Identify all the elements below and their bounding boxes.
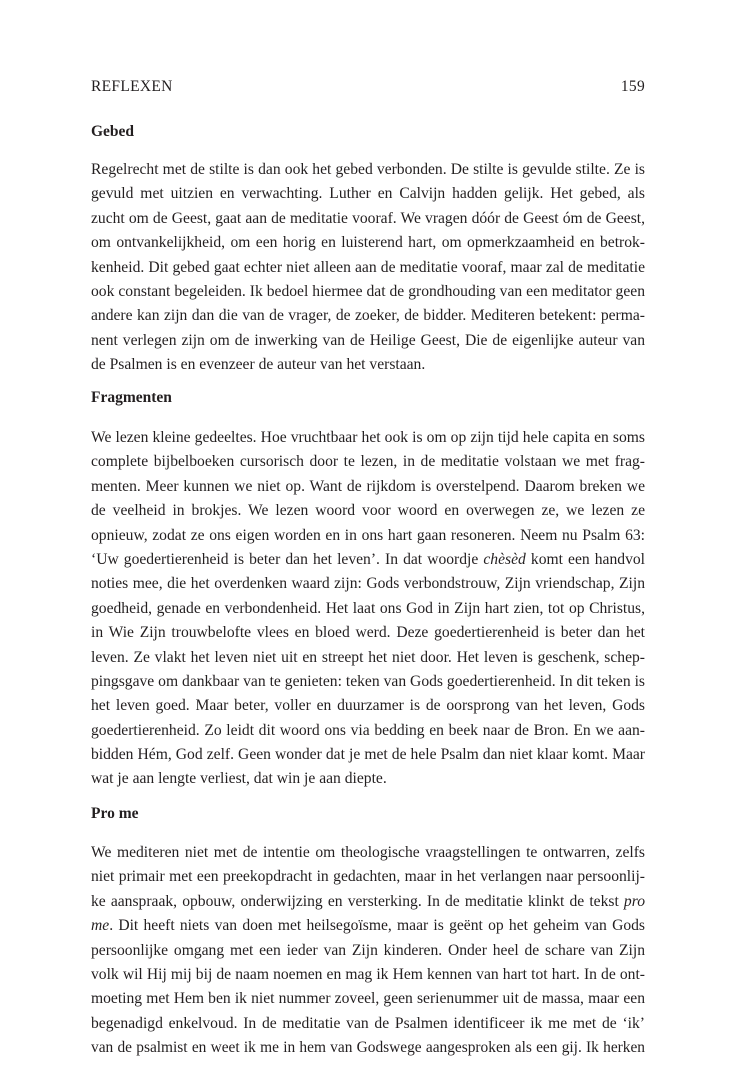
text-fragment: . Dit heeft niets van doen met heilsegoïsme, maar is geënt op het geheim van Gods (109, 917, 645, 935)
running-head (91, 78, 645, 96)
text-line: begenadigd enkelvoud. In de meditatie van de Psalmen identificeer ik me met de ‘ik’ (91, 1014, 645, 1032)
text-line: Regelrecht met de stilte is dan ook het gebed verbonden. De stilte is gevulde stilte. Ze is (91, 161, 645, 178)
section-heading-fragmenten: Fragmenten (91, 389, 172, 406)
text-line: andere kan zijn dan die van de vrager, de zoeker, de bidder. Mediteren betekent: perma- (91, 307, 645, 325)
text-line: moeting met Hem ben ik niet nummer zoveel, geen serienummer uit de massa, maar een (91, 990, 645, 1008)
text-line-with-italic (91, 890, 645, 914)
text-line: goedheid, genade en verbondenheid. Het laat ons God in Zijn hart zien, tot op Christus, (91, 599, 645, 617)
text-fragment: komt een handvol (530, 550, 645, 568)
text-line: persoonlijke omgang met een ieder van Zijn kinderen. Onder heel de schare van Zijn (91, 941, 645, 959)
text-line: We mediteren niet met de intentie om theologische vraagstellingen te ontwarren, zelfs (91, 844, 645, 861)
text-line: noties mee, die het overdenken waard zijn: Gods verbondstrouw, Zijn vriendschap, Zijn (91, 575, 645, 593)
text-line: niet primair met een preekopdracht in gedachten, maar in het verlangen naar persoonlij- (91, 868, 645, 886)
section-heading-pro-me: Pro me (91, 805, 139, 822)
italic-term: chèsèd (483, 550, 526, 568)
text-line: pingsgave om dankbaar van te genieten: teken van Gods goedertierenheid. In dit teken is (91, 672, 645, 690)
text-line: gevuld met uitzien en verwachting. Luther en Calvijn hadden gelijk. Het gebed, als (91, 185, 645, 203)
page-number: 159 (620, 78, 645, 95)
text-line: wat je aan lengte verliest, dat win je aan diepte. (91, 770, 387, 788)
text-fragment: ke aanspraak, opbouw, onderwijzing en versterking. In de meditatie klinkt de tekst (91, 892, 619, 910)
text-line: complete bijbelboeken cursorisch door te lezen, in de meditatie volstaan we met frag- (91, 453, 645, 471)
text-line: van de psalmist en weet ik me in hem van Godswege aangesproken als een gij. Ik herken (91, 1039, 645, 1057)
text-fragment: ‘Uw goedertierenheid is beter dan het leven’. In dat woordje (91, 550, 479, 568)
text-line: in Wie Zijn trouwbelofte vlees en bloed werd. Deze goedertierenheid is beter dan het (91, 624, 645, 642)
text-line: de Psalmen is en evenzeer de auteur van het verstaan. (91, 356, 426, 374)
text-line: opnieuw, zodat ze ons eigen worden en in ons hart gaan resoneren. Neem nu Psalm 63: (91, 526, 645, 544)
text-line: bidden Hém, God zelf. Geen wonder dat je met de hele Psalm dan niet klaar komt. Maar (91, 746, 645, 764)
paragraph-pro-me (91, 841, 645, 1061)
text-line: nent verlegen zijn om de inwerking van de Heilige Geest, Die de eigenlijke auteur van (91, 331, 645, 349)
text-line: menten. Meer kunnen we niet op. Want de rijkdom is overstelpend. Daarom breken we (91, 477, 645, 495)
paragraph-gebed (91, 158, 645, 378)
text-line: om ontvankelijkheid, om een horig en luisterend hart, om opmerkzaamheid en betrok- (91, 234, 645, 252)
text-line: de veelheid in brokjes. We lezen woord voor woord en overwegen ze, we lezen ze (91, 502, 645, 520)
text-line: kenheid. Dit gebed gaat echter niet alleen aan de meditatie vooraf, maar zal de meditatie (91, 258, 645, 276)
text-line: goedertierenheid. Zo leidt dit woord ons via bedding en beek naar de Bron. En we aan- (91, 721, 645, 739)
italic-term: me (91, 917, 110, 935)
text-line-with-italic (91, 548, 645, 572)
book-page (91, 0, 645, 1068)
text-line: We lezen kleine gedeeltes. Hoe vruchtbaar het ook is om op zijn tijd hele capita en soms (91, 429, 645, 446)
running-head-title: REFLEXEN (91, 78, 173, 95)
text-line: zucht om de Geest, gaat aan de meditatie vooraf. We vragen dóór de Geest óm de Geest, (91, 209, 645, 227)
text-line: ook constant begeleiden. Ik bedoel hiermee dat de grondhouding van een meditator geen (91, 282, 645, 300)
text-line: volk wil Hij mij bij de naam noemen en mag ik Hem kennen van hart tot hart. In de ont- (91, 965, 645, 983)
italic-term: pro (623, 892, 645, 910)
paragraph-fragmenten (91, 426, 645, 792)
section-heading-gebed: Gebed (91, 123, 135, 140)
text-line: leven. Ze vlakt het leven niet uit en streept het niet door. Het leven is geschenk, schep- (91, 648, 645, 666)
text-line: het leven goed. Maar beter, voller en duurzamer is de oorsprong van het leven, Gods (91, 697, 645, 715)
text-line-with-italic (91, 914, 645, 938)
